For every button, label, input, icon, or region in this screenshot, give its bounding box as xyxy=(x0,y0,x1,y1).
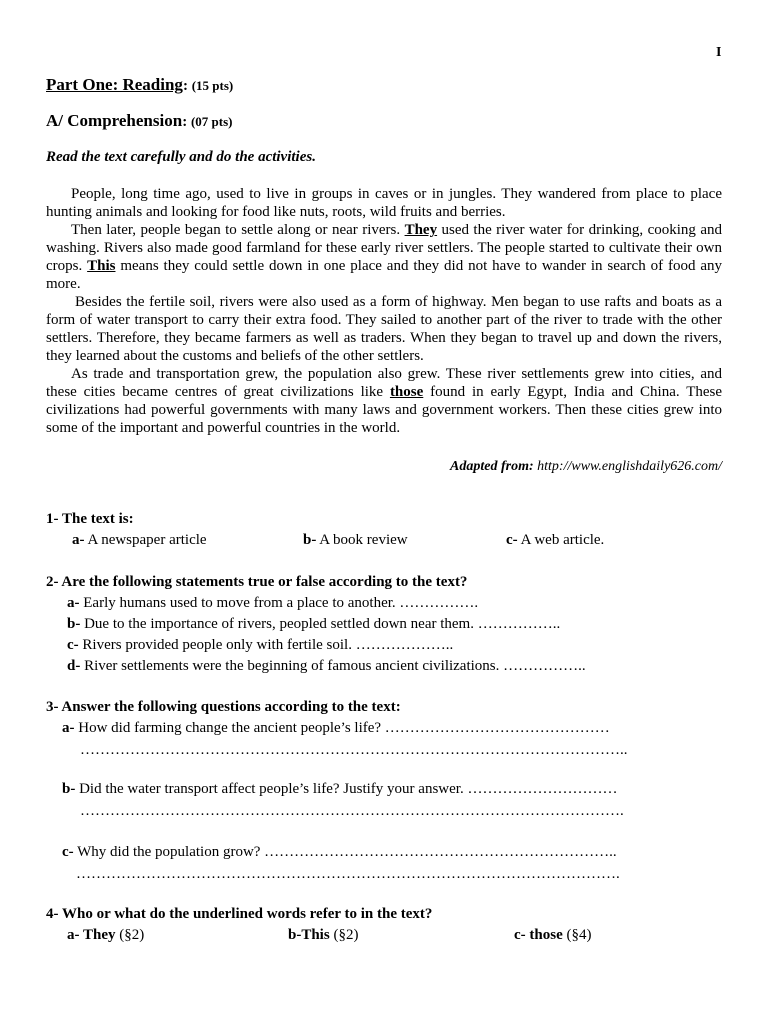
item-text: Rivers provided people only with fertile soil. ……………….. xyxy=(82,637,454,653)
question-3-item-a xyxy=(62,719,610,737)
item-letter: a- xyxy=(67,595,80,611)
question-2-item-d xyxy=(67,657,586,675)
option-letter: a- xyxy=(72,532,85,548)
paragraph-4 xyxy=(46,365,722,437)
section-heading xyxy=(46,112,232,131)
question-3-item-c xyxy=(62,843,617,861)
instruction-end: . xyxy=(312,149,316,165)
item-text: How did farming change the ancient people’s life? ……………………………………… xyxy=(78,720,610,736)
question-3-answer-line-a[interactable]: ……………………………………………………………………………………………….. xyxy=(80,742,628,758)
paragraph-2-text-a: Then later, people began to settle along or near rivers. xyxy=(71,222,405,238)
paragraph-4-text-b: found in early Egypt, India and China. These civilizations had powerful governments with many laws and government workers. Then these cities grew into some of the important and powerful countries in the world. xyxy=(46,384,723,436)
option-text: A newspaper article xyxy=(87,532,207,548)
item-letter: d- xyxy=(67,658,81,674)
question-4-item-a xyxy=(67,926,144,944)
question-4-title: 4- Who or what do the underlined words refer to in the text? xyxy=(46,906,433,922)
section-colon: : xyxy=(182,114,188,130)
question-2-item-c xyxy=(67,636,453,654)
part-title: Part One: Reading xyxy=(46,75,183,94)
question-1-option-a xyxy=(72,531,207,549)
option-text: A book review xyxy=(319,532,408,548)
question-1-option-c xyxy=(506,531,604,549)
paragraph-2-text-c: means they could settle down in one place and they did not have to wander in search of food any more. xyxy=(46,258,722,292)
section-points: (07 pts) xyxy=(190,114,233,129)
paragraph-1: People, long time ago, used to live in groups in caves or in jungles. They wandered from place to place hunting animals and looking for food like nuts, roots, wild fruits and berries. xyxy=(46,186,722,220)
paragraph-2 xyxy=(46,221,722,293)
item-label: b-This xyxy=(288,927,330,943)
item-text: Due to the importance of rivers, peopled settled down near them. …………….. xyxy=(84,616,561,632)
section-title: A/ Comprehension xyxy=(46,111,183,130)
item-ref: (§2) xyxy=(119,927,145,943)
item-letter: c- xyxy=(62,844,74,860)
question-2-item-a xyxy=(67,594,478,612)
paragraph-2-text-b: used the river water for drinking, cooking and washing. Rivers also made good farmland for these early river settlers. The people started to cultivate their own crops. xyxy=(46,222,723,274)
item-letter: c- xyxy=(67,637,79,653)
item-ref: (§4) xyxy=(566,927,592,943)
item-letter: a- xyxy=(62,720,75,736)
part-points: (15 pts) xyxy=(191,78,234,93)
source-label: Adapted from: xyxy=(450,459,534,474)
part-colon: : xyxy=(182,78,188,94)
underlined-word-they: They xyxy=(404,222,438,238)
item-text: Did the water transport affect people’s life? Justify your answer. ………………………… xyxy=(79,781,618,797)
paragraph-4-text-a: As trade and transportation grew, the population also grew. These river settlements grew into cities, and these cities became centres of great civilizations like xyxy=(46,366,722,400)
question-2-title: 2- Are the following statements true or false according to the text? xyxy=(46,574,468,590)
item-text: Why did the population grow? …………………………………………………………….. xyxy=(77,844,617,860)
page-number: I xyxy=(716,45,722,60)
option-text: A web article. xyxy=(520,532,605,548)
instruction xyxy=(46,148,316,166)
source-citation xyxy=(450,458,722,476)
paragraph-3: Besides the fertile soil, rivers were also used as a form of highway. Men began to use rafts and boats as a form of water transport to carry their extra food. They sailed to another part of the river to trade with the other settlers. Therefore, they became farmers as well as traders. When they began to travel up and down the rivers, they learned about the customs and beliefs of the other settlers. xyxy=(46,294,722,364)
item-label: a- They xyxy=(67,927,116,943)
underlined-word-this: This xyxy=(87,258,116,274)
option-letter: c- xyxy=(506,532,518,548)
instruction-text: Read the text carefully and do the activities xyxy=(46,149,313,165)
question-3-item-b xyxy=(62,780,617,798)
question-3-answer-line-c[interactable]: ………………………………………………………………………………………………. xyxy=(76,866,620,882)
reading-passage xyxy=(46,185,722,437)
question-4-item-c xyxy=(514,926,592,944)
item-label: c- those xyxy=(514,927,563,943)
item-letter: b- xyxy=(62,781,76,797)
item-letter: b- xyxy=(67,616,81,632)
question-1-title: 1- The text is: xyxy=(46,511,134,527)
source-url: http://www.englishdaily626.com/ xyxy=(537,459,722,474)
question-3-answer-line-b[interactable]: ………………………………………………………………………………………………. xyxy=(80,803,624,819)
item-text: Early humans used to move from a place to another. ……………. xyxy=(83,595,479,611)
item-ref: (§2) xyxy=(333,927,359,943)
question-2-item-b xyxy=(67,615,560,633)
part-heading xyxy=(46,76,233,95)
underlined-word-those: those xyxy=(389,384,424,400)
item-text: River settlements were the beginning of famous ancient civilizations. …………….. xyxy=(84,658,586,674)
question-4-item-b xyxy=(288,926,358,944)
option-letter: b- xyxy=(303,532,317,548)
question-3-title: 3- Answer the following questions according to the text: xyxy=(46,699,401,715)
question-1-option-b xyxy=(303,531,408,549)
